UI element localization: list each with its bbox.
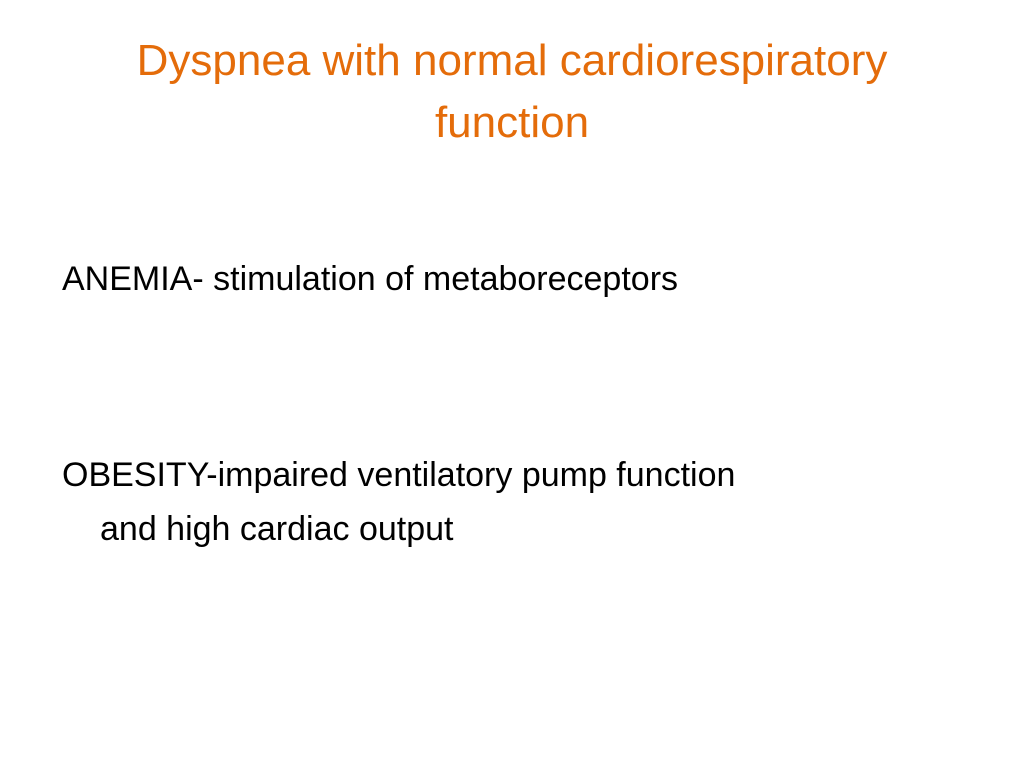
slide-title-line-2: function [434, 98, 590, 147]
slide-title-line-1: Dyspnea with normal cardiorespiratory [136, 36, 888, 85]
bullet-obesity-continuation: and high cardiac output [100, 510, 454, 548]
slide-title [40, 30, 984, 154]
bullet-obesity: OBESITY-impaired ventilatory pump function [62, 456, 736, 494]
bullet-anemia: ANEMIA- stimulation of metaboreceptors [62, 260, 679, 298]
